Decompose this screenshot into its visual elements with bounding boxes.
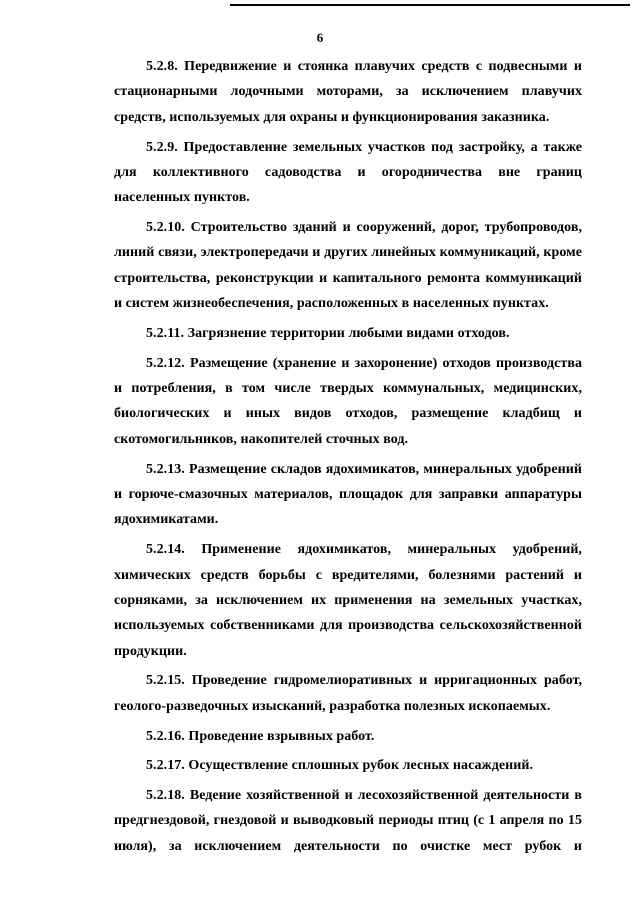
paragraph-5-2-12: 5.2.12. Размещение (хранение и захоронение) отходов производства и потребления, в том числе твердых коммунальных, медицинских, биологических и иных видов отходов, размещение кладбищ и скотомогильников, накопителей сточных вод. <box>114 355 582 447</box>
top-rule <box>230 4 630 6</box>
paragraph-5-2-10: 5.2.10. Строительство зданий и сооружений, дорог, трубопроводов, линий связи, электропередачи и других линейных коммуникаций, кроме строительства, реконструкции и капитального ремонта коммуникаций и систем жизнеобеспечения, расположенных в населенных пунктах. <box>114 220 582 312</box>
document-body <box>114 54 582 863</box>
page-number: 6 <box>316 30 324 45</box>
paragraph-5-2-18: 5.2.18. Ведение хозяйственной и лесохозяйственной деятельности в предгнездовой, гнездовой и выводковый периоды птиц (с 1 апреля по 15 июля), за исключением деятельности по очистке мест рубок и <box>114 787 582 854</box>
paragraph-5-2-9: 5.2.9. Предоставление земельных участков под застройку, а также для коллективного садоводства и огородничества вне границ населенных пунктов. <box>114 139 582 206</box>
paragraph-5-2-11: 5.2.11. Загрязнение территории любыми видами отходов. <box>146 325 510 341</box>
paragraph-5-2-14: 5.2.14. Применение ядохимикатов, минеральных удобрений, химических средств борьбы с вредителями, болезнями растений и сорняками, за исключением их применения на земельных участках, используемых собственниками для производства сельскохозяйственной продукции. <box>114 542 582 659</box>
paragraph-5-2-15: 5.2.15. Проведение гидромелиоративных и ирригационных работ, геолого-разведочных изысканий, разработка полезных ископаемых. <box>114 673 582 714</box>
paragraph-5-2-16: 5.2.16. Проведение взрывных работ. <box>146 728 375 744</box>
paragraph-5-2-13: 5.2.13. Размещение складов ядохимикатов, минеральных удобрений и горюче-смазочных материалов, площадок для заправки аппаратуры ядохимикатами. <box>114 461 582 528</box>
paragraph-5-2-17: 5.2.17. Осуществление сплошных рубок лесных насаждений. <box>146 758 534 774</box>
paragraph-5-2-8: 5.2.8. Передвижение и стоянка плавучих средств с подвесными и стационарными лодочными моторами, за исключением плавучих средств, используемых для охраны и функционирования заказника. <box>114 59 582 125</box>
